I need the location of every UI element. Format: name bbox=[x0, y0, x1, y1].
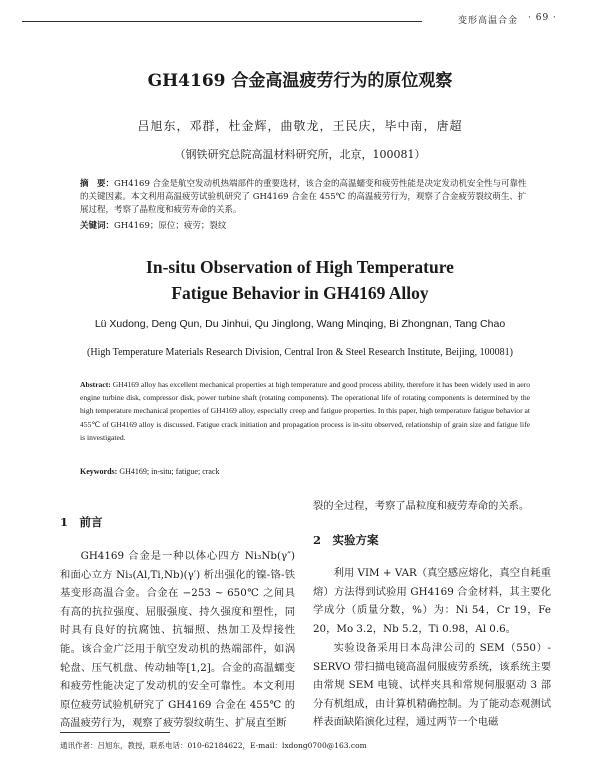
keywords-cn bbox=[80, 219, 530, 231]
keywords-en-text: GH4169; in-situ; fatigue; crack bbox=[117, 467, 220, 476]
authors-en: Lü Xudong, Deng Qun, Du Jinhui, Qu Jinglong, Wang Minqing, Bi Zhongnan, Tang Chao bbox=[94, 318, 506, 330]
header-rule-left bbox=[22, 21, 422, 22]
title-en-line1: In-situ Observation of High Temperature bbox=[146, 257, 454, 277]
affiliation-cn: （钢铁研究总院高温材料研究所，北京，100081） bbox=[174, 148, 426, 161]
keywords-en-label: Keywords: bbox=[80, 467, 118, 476]
paper-title-en bbox=[0, 254, 600, 306]
abstract-en-label: Abstract: bbox=[80, 380, 111, 389]
section-2-paragraph-1: 利用 VIM + VAR（真空感应熔化，真空自耗重熔）方法得到试验用 GH4169 合金材料，其主要化学成分（质量分数，%）为：Ni 54，Cr 19，Fe 20，Mo 3.2，Nb 5.2，Ti 0.98，Al 0.6。 bbox=[313, 567, 551, 635]
section-1-title: 1 前言 bbox=[60, 515, 103, 529]
right-column-continuation: 裂的全过程，考察了晶粒度和疲劳寿命的关系。 bbox=[313, 500, 530, 512]
keywords-cn-text: GH4169；原位；疲劳；裂纹 bbox=[114, 221, 227, 231]
affiliation-en: (High Temperature Materials Research Division, Central Iron & Steel Research Institute, Beijing, 100081) bbox=[87, 347, 513, 358]
abstract-en bbox=[80, 378, 530, 444]
title-en-line2: Fatigue Behavior in GH4169 Alloy bbox=[171, 283, 429, 303]
journal-header: 变形高温合金 bbox=[458, 16, 519, 26]
section-2-paragraph-2: 实验设备采用日本岛津公司的 SEM（550）-SERVO 带扫描电镜高温伺服疲劳系统，该系统主要由常规 SEM 电镜、试样夹具和常规伺服驱动 3 部分有机组成，由计算机精确控制。为了能动态观测试样表面缺陷演化过程，通过两节一个电磁 bbox=[313, 642, 551, 729]
section-1-paragraph: GH4169 合金是一种以体心四方 Ni₃Nb(γ″) 和面心立方 Ni₃(Al,Ti,Nb)(γ′) 析出强化的镍-铬-铁基变形高温合金。合金在 −253 ~ 650℃ 之间具有高的抗拉强度、屈服强度、持久强度和塑性，同时具有良好的抗腐蚀、抗辐照、热加工及焊接性能。该合金广泛用于航空发动机的热端部件，如涡轮盘、压气机盘、传动轴等[1,2]。合金的高温蠕变和疲劳性能决定了发动机的安全可靠性。本文利用原位疲劳试验机研究了 GH4169 合金在 455℃ 的高温疲劳行为，观察了疲劳裂纹萌生、扩展直至断 bbox=[60, 550, 295, 730]
keywords-cn-label: 关键词： bbox=[80, 221, 115, 231]
abstract-cn-text: GH4169 合金是航空发动机热端部件的重要选材，该合金的高温蠕变和疲劳性能是决定发动机安全性与可靠性的关键因素。本文利用高温疲劳试验机研究了 GH4169 合金在 455℃ 的高温疲劳行为，观察了合金疲劳裂纹萌生、扩展过程，考察了晶粒度和疲劳寿命的关系。 bbox=[80, 179, 527, 215]
paper-title-cn: GH4169 合金高温疲劳行为的原位观察 bbox=[147, 71, 453, 91]
corresponding-author-footnote: 通讯作者：吕旭东，教授，联系电话：010-62184622，E-mail：lxdong0700@163.com bbox=[60, 741, 367, 750]
authors-cn: 吕旭东，邓群，杜金辉，曲敬龙，王民庆，毕中南，唐超 bbox=[137, 119, 463, 133]
abstract-cn bbox=[80, 178, 530, 217]
keywords-en bbox=[80, 467, 530, 476]
abstract-cn-label: 摘 要： bbox=[80, 179, 115, 189]
abstract-en-text: GH4169 alloy has excellent mechanical properties at high temperature and good process ability, therefore it has been widely used in aero engine turbine disk, compressor disk, power turbine shaft (rotating components). The operational life of rotating components is determined by the high temperature mechanical properties of GH4169 alloy, especially creep and fatigue properties. In this paper, high temperature fatigue behavior at 455℃ of GH4169 alloy is discussed. Fatigue crack initiation and propagation process is in-situ observed, relationship of grain size and fatigue life is investigated. bbox=[80, 380, 530, 442]
section-2-title: 2 实验方案 bbox=[313, 533, 379, 547]
footnote-rule bbox=[60, 732, 170, 733]
page-number: · 69 · bbox=[528, 13, 557, 23]
